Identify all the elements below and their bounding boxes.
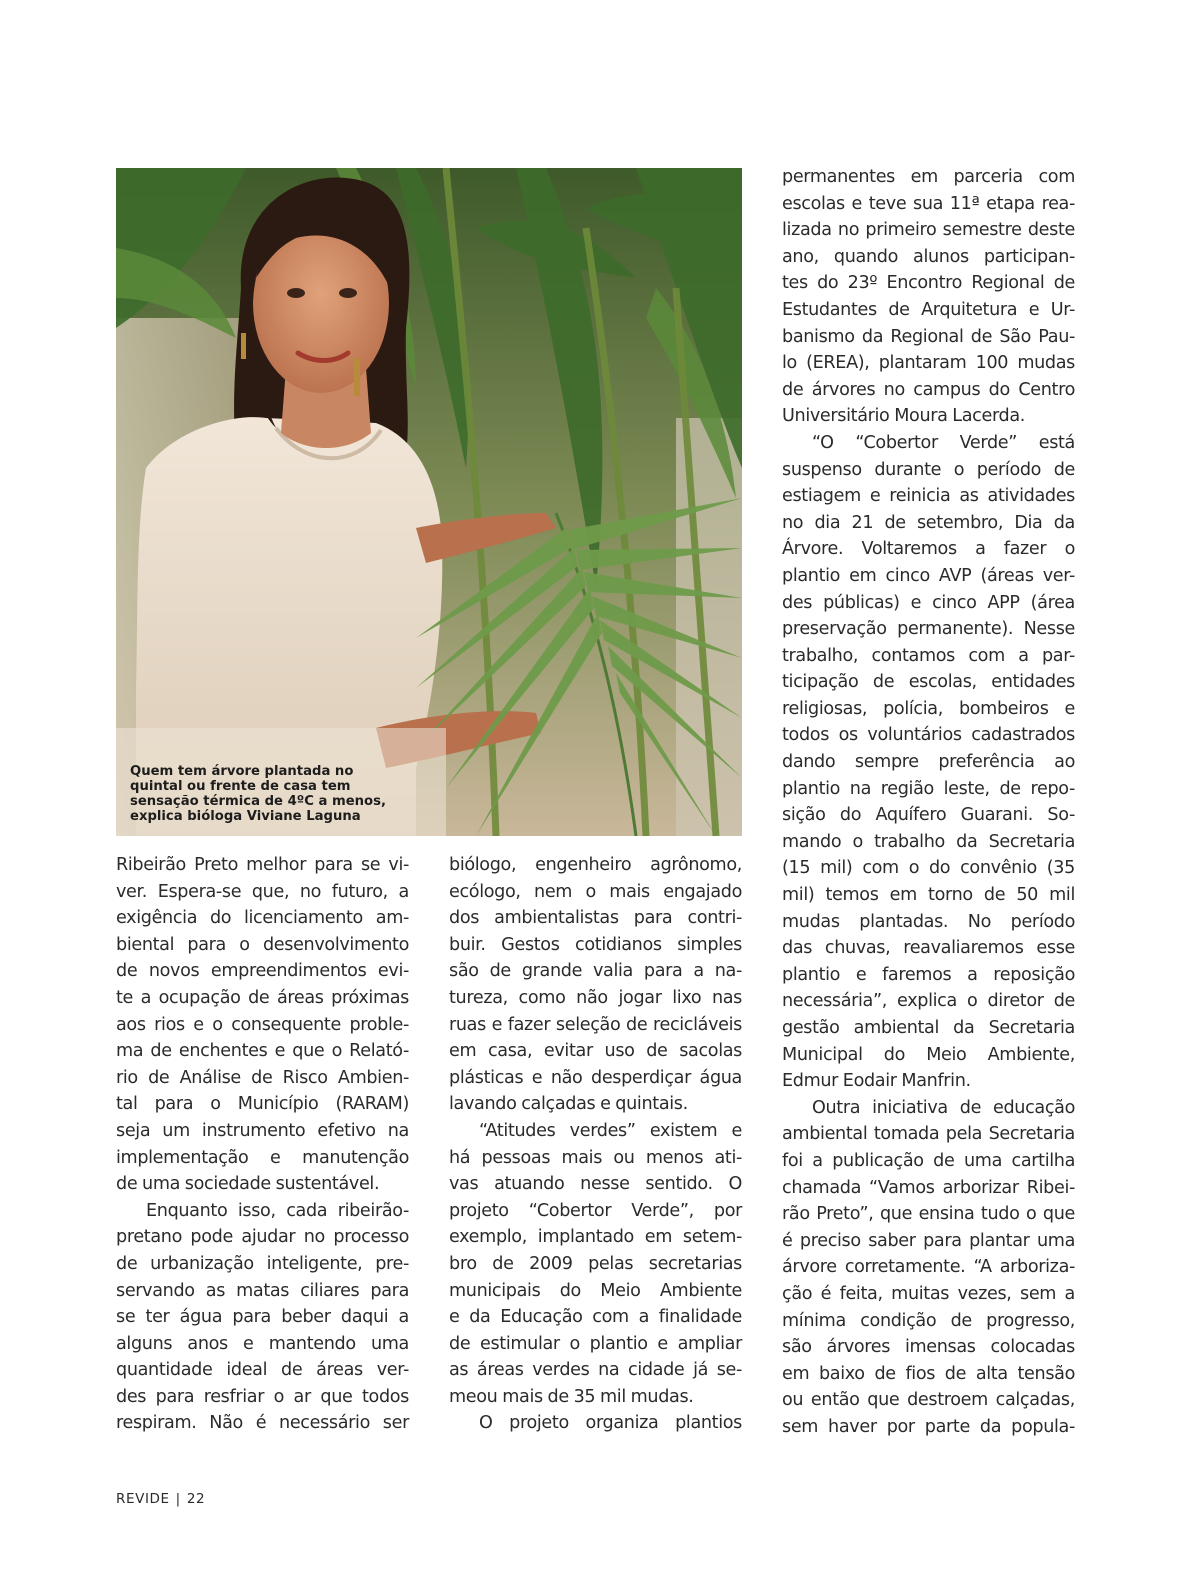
text-line: rão Preto”, que ensina tudo o que xyxy=(782,1204,1075,1225)
text-line: lo (EREA), plantaram 100 mudas xyxy=(782,353,1075,374)
text-line: rio de Análise de Risco Ambien- xyxy=(116,1067,409,1088)
text-line: permanentes em parceria com xyxy=(782,167,1075,187)
text-line: (15 mil) com o do convênio (35 xyxy=(782,858,1075,879)
text-line: mínima condição de progresso, xyxy=(782,1310,1075,1331)
text-line: de novos empreendimentos evi- xyxy=(116,961,409,982)
text-line: Universitário Moura Lacerda. xyxy=(782,406,1026,427)
text-line: ma de enchentes e que o Relató- xyxy=(116,1041,409,1062)
text-line: respiram. Não é necessário ser xyxy=(116,1413,409,1434)
page-footer xyxy=(116,1491,205,1507)
paragraph xyxy=(116,852,409,1198)
text-line: trabalho, contamos com a par- xyxy=(782,645,1075,666)
text-line: biólogo, engenheiro agrônomo, xyxy=(449,855,742,875)
text-line: ano, quando alunos participan- xyxy=(782,246,1075,267)
text-line: preservação permanente). Nesse xyxy=(782,619,1075,640)
caption-line: explica bióloga Viviane Laguna xyxy=(130,809,361,824)
paragraph xyxy=(449,1410,742,1437)
text-line: ecólogo, nem o mais engajado xyxy=(449,881,742,902)
text-line: sição do Aquífero Guarani. So- xyxy=(782,805,1075,826)
text-line: alguns anos e mantendo uma xyxy=(116,1333,409,1354)
text-line: vas atuando nesse sentido. O xyxy=(449,1174,742,1195)
text-line: lizada no primeiro semestre deste xyxy=(782,220,1075,241)
text-line: todos os voluntários cadastrados xyxy=(782,725,1075,746)
text-line: Estudantes de Arquitetura e Ur- xyxy=(782,299,1075,320)
text-line: dando sempre preferência ao xyxy=(782,752,1075,773)
text-line: foi a publicação de uma cartilha xyxy=(782,1150,1075,1171)
text-line: no dia 21 de setembro, Dia da xyxy=(782,512,1075,533)
caption-line: quintal ou frente de casa tem xyxy=(130,779,351,794)
text-line: servando as matas ciliares para xyxy=(116,1280,409,1301)
text-line: Outra iniciativa de educação xyxy=(812,1097,1075,1118)
magazine-name: REVIDE xyxy=(116,1491,170,1507)
text-line: e da Educação com a finalidade xyxy=(449,1307,742,1328)
paragraph xyxy=(782,1095,1075,1441)
paragraph xyxy=(782,164,1075,430)
text-column-2 xyxy=(449,852,742,1437)
text-line: das chuvas, reavaliaremos esse xyxy=(782,938,1075,959)
text-line: necessária”, explica o diretor de xyxy=(782,991,1075,1012)
text-line: é preciso saber para plantar uma xyxy=(782,1230,1075,1251)
text-line: aos rios e o consequente proble- xyxy=(116,1014,409,1035)
text-line: te a ocupação de áreas próximas xyxy=(116,987,409,1008)
text-line: lavando calçadas e quintais. xyxy=(449,1094,688,1115)
text-line: ou então que destroem calçadas, xyxy=(782,1390,1075,1411)
text-line: ver. Espera-se que, no futuro, a xyxy=(116,881,409,902)
text-line: mudas plantadas. No período xyxy=(782,911,1075,932)
paragraph xyxy=(449,1118,742,1411)
text-line: mil) temos em torno de 50 mil xyxy=(782,885,1075,906)
photo-illustration xyxy=(116,168,742,836)
text-line: Enquanto isso, cada ribeirão- xyxy=(146,1200,409,1221)
text-line: de urbanização inteligente, pre- xyxy=(116,1253,409,1274)
text-line: ambiental tomada pela Secretaria xyxy=(782,1124,1075,1145)
text-line: Edmur Eodair Manfrin. xyxy=(782,1071,971,1092)
text-line: ruas e fazer seleção de recicláveis xyxy=(449,1014,742,1035)
caption-line: sensação térmica de 4ºC a menos, xyxy=(130,794,386,809)
text-line: chamada “Vamos arborizar Ribei- xyxy=(782,1177,1075,1198)
text-line: escolas e teve sua 11ª etapa rea- xyxy=(782,193,1075,214)
article-photo xyxy=(116,168,742,836)
text-line: des para resfriar o ar que todos xyxy=(116,1386,409,1407)
text-line: em baixo de fios de alta tensão xyxy=(782,1363,1075,1384)
text-line: mando o trabalho da Secretaria xyxy=(782,831,1075,852)
text-line: estiagem e reinicia as atividades xyxy=(782,486,1075,507)
text-line: plantio na região leste, de repo- xyxy=(782,778,1075,799)
text-line: biental para o desenvolvimento xyxy=(116,934,409,955)
text-column-3 xyxy=(782,164,1075,1441)
text-line: “O “Cobertor Verde” está xyxy=(812,432,1075,453)
text-line: religiosas, polícia, bombeiros e xyxy=(782,698,1075,719)
photo-caption xyxy=(130,764,430,824)
text-line: bro de 2009 pelas secretarias xyxy=(449,1253,742,1274)
text-line: em casa, evitar uso de sacolas xyxy=(449,1041,742,1062)
text-line: de árvores no campus do Centro xyxy=(782,379,1075,400)
text-line: de estimular o plantio e ampliar xyxy=(449,1333,742,1354)
text-line: projeto “Cobertor Verde”, por xyxy=(449,1200,742,1221)
text-column-1 xyxy=(116,852,409,1437)
text-line: ticipação de escolas, entidades xyxy=(782,672,1075,693)
text-line: tal para o Município (RARAM) xyxy=(116,1094,409,1115)
text-line: há pessoas mais ou menos ati- xyxy=(449,1147,742,1168)
footer-separator: | xyxy=(175,1491,181,1507)
text-line: Municipal do Meio Ambiente, xyxy=(782,1044,1075,1065)
text-line: exemplo, implantado em setem- xyxy=(449,1227,742,1248)
text-line: são árvores imensas colocadas xyxy=(782,1337,1075,1358)
text-line: buir. Gestos cotidianos simples xyxy=(449,934,742,955)
text-line: exigência do licenciamento am- xyxy=(116,908,409,929)
text-line: O projeto organiza plantios xyxy=(479,1413,742,1434)
text-line: tureza, como não jogar lixo nas xyxy=(449,987,742,1008)
text-line: des públicas) e cinco APP (área xyxy=(782,592,1075,613)
text-line: as áreas verdes na cidade já se- xyxy=(449,1360,742,1381)
text-line: dos ambientalistas para contri- xyxy=(449,908,742,929)
text-line: se ter água para beber daqui a xyxy=(116,1307,409,1328)
text-line: “Atitudes verdes” existem e xyxy=(479,1120,742,1141)
text-line: gestão ambiental da Secretaria xyxy=(782,1018,1075,1038)
text-line: Árvore. Voltaremos a fazer o xyxy=(782,539,1075,560)
paragraph xyxy=(782,430,1075,1095)
text-line: suspenso durante o período de xyxy=(782,459,1075,480)
text-line: Ribeirão Preto melhor para se vi- xyxy=(116,855,409,875)
text-line: tes do 23º Encontro Regional de xyxy=(782,273,1075,294)
text-line: de uma sociedade sustentável. xyxy=(116,1174,380,1195)
text-line: ção é feita, muitas vezes, sem a xyxy=(782,1283,1075,1304)
page-number: 22 xyxy=(186,1491,206,1507)
text-line: plásticas e não desperdiçar água xyxy=(449,1067,742,1088)
text-line: seja um instrumento efetivo na xyxy=(116,1120,409,1141)
text-line: banismo da Regional de São Pau- xyxy=(782,326,1075,347)
text-line: quantidade ideal de áreas ver- xyxy=(116,1360,409,1381)
text-line: árvore corretamente. “A arboriza- xyxy=(782,1257,1075,1278)
text-line: sem haver por parte da popula- xyxy=(782,1416,1075,1437)
text-line: plantio e faremos a reposição xyxy=(782,964,1075,985)
text-line: plantio em cinco AVP (áreas ver- xyxy=(782,565,1075,586)
paragraph xyxy=(116,1198,409,1437)
text-line: meou mais de 35 mil mudas. xyxy=(449,1386,694,1407)
text-line: são de grande valia para a na- xyxy=(449,961,742,982)
text-line: implementação e manutenção xyxy=(116,1147,409,1168)
caption-line: Quem tem árvore plantada no xyxy=(130,764,354,779)
text-line: municipais do Meio Ambiente xyxy=(449,1280,742,1301)
text-line: pretano pode ajudar no processo xyxy=(116,1227,409,1248)
paragraph xyxy=(449,852,742,1118)
